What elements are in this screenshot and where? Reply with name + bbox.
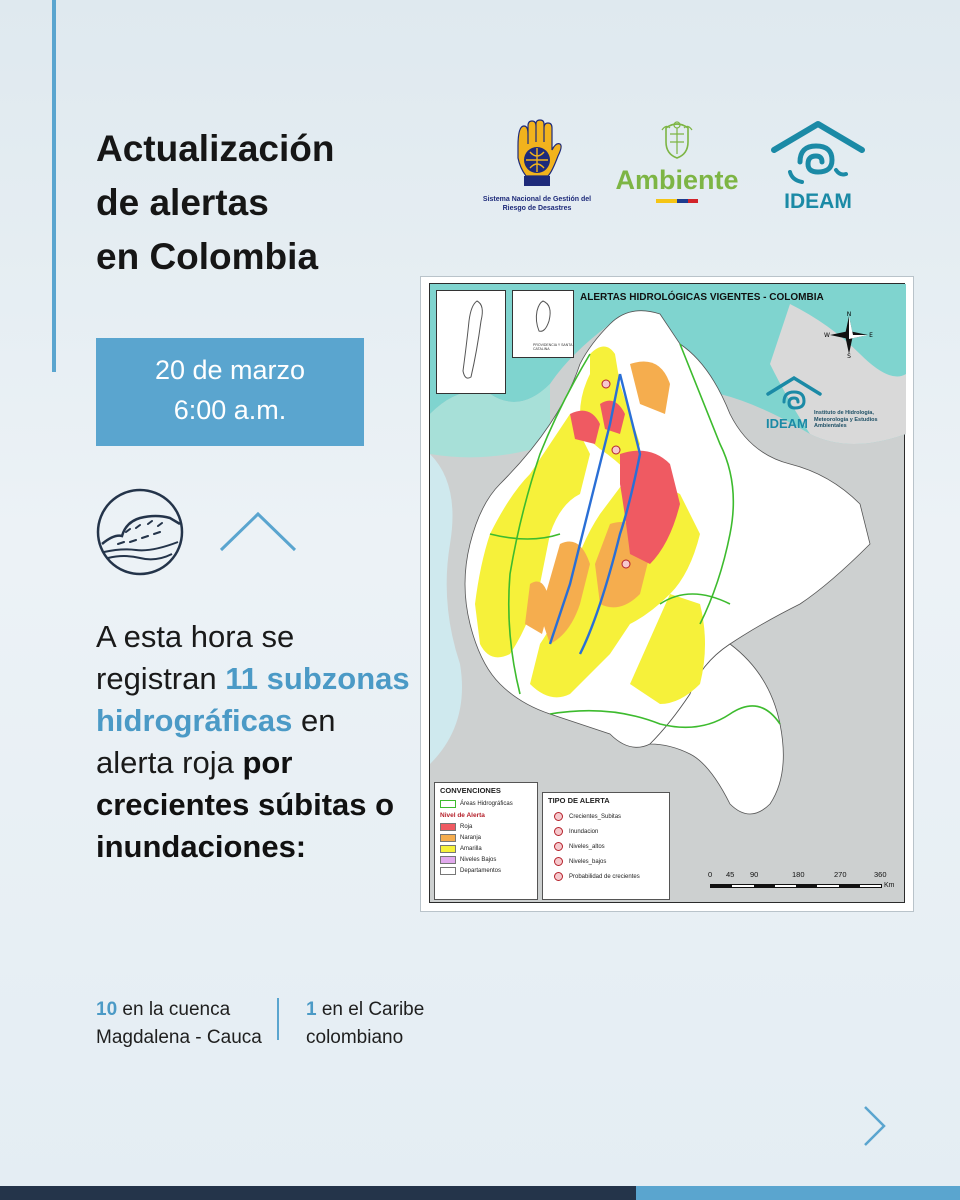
compass-s: S bbox=[847, 353, 851, 360]
body-text-3: en alerta roja bbox=[96, 703, 336, 780]
legend-label: Naranja bbox=[460, 834, 482, 841]
chevron-up-icon bbox=[218, 508, 298, 554]
scale-tick: 90 bbox=[750, 870, 759, 879]
date-line: 20 de marzo bbox=[154, 355, 306, 385]
footer-bar-dark bbox=[0, 1186, 636, 1200]
stat-label: en la cuenca Magdalena - Cauca bbox=[96, 999, 262, 1048]
scale-tick: 180 bbox=[792, 870, 805, 879]
map-ideam-desc: Instituto de Hidrología, Meteorología y Estudios Ambientales bbox=[814, 410, 878, 429]
ungrd-hand-icon bbox=[510, 120, 564, 188]
legend-label: Niveles_bajos bbox=[569, 858, 607, 865]
legend-row-crecientes bbox=[548, 809, 664, 824]
ungrd-logo bbox=[482, 120, 592, 216]
probabilidad-icon bbox=[554, 872, 563, 881]
title-line-2: de alertas bbox=[96, 182, 269, 223]
scale-bar bbox=[704, 864, 904, 900]
map-frame bbox=[429, 283, 905, 903]
compass-n: N bbox=[846, 311, 852, 318]
legend-row-roja bbox=[440, 821, 532, 832]
footer-bar-light bbox=[636, 1186, 960, 1200]
scale-tick: 45 bbox=[726, 870, 735, 879]
map-ideam-text: IDEAM bbox=[766, 416, 808, 431]
legend-row-areas bbox=[440, 798, 532, 809]
legend-row-amarilla bbox=[440, 843, 532, 854]
legend-label: Niveles Bajos bbox=[460, 856, 497, 863]
stat-magdalena-cauca bbox=[96, 996, 266, 1052]
scale-tick: 270 bbox=[834, 870, 847, 879]
legend-convenciones bbox=[434, 782, 538, 900]
accent-vertical-line bbox=[52, 0, 56, 372]
stat-number: 10 bbox=[96, 999, 118, 1020]
time-line: 6:00 a.m. bbox=[173, 395, 287, 425]
body-text-1: A esta hora se registran bbox=[96, 619, 295, 696]
flood-icon bbox=[96, 488, 184, 576]
ungrd-logo-text: Sistema Nacional de Gestión del Riesgo de Desastres bbox=[482, 196, 592, 212]
stat-label: en el Caribe colombiano bbox=[306, 999, 425, 1048]
legend-label: Amarilla bbox=[460, 845, 482, 852]
inset-label: PROVIDENCIA Y SANTA CATALINA bbox=[533, 343, 573, 351]
next-slide-arrow-icon[interactable] bbox=[862, 1104, 888, 1148]
date-badge bbox=[96, 338, 364, 446]
legend-label: Niveles_altos bbox=[569, 843, 605, 850]
providencia-island-icon bbox=[513, 291, 575, 341]
legend-label: Departamentos bbox=[460, 867, 502, 874]
title-line-1: Actualización bbox=[96, 128, 335, 169]
stat-caribe bbox=[306, 996, 476, 1052]
alert-description bbox=[96, 616, 416, 868]
title-line-3: en Colombia bbox=[96, 236, 319, 277]
compass-e: E bbox=[869, 332, 873, 339]
providencia-inset bbox=[512, 290, 574, 358]
map-ideam-logo bbox=[766, 376, 904, 440]
legend-label: Crecientes_Subitas bbox=[569, 813, 622, 820]
legend-tipo-alerta bbox=[542, 792, 670, 900]
colombia-shield-icon bbox=[660, 120, 694, 160]
alert-count: 11 bbox=[225, 661, 259, 696]
compass-w: W bbox=[824, 332, 830, 339]
legend-header: CONVENCIONES bbox=[440, 786, 501, 795]
niveles-bajos-icon bbox=[554, 857, 563, 866]
colombia-flag-stripe bbox=[656, 199, 698, 203]
stat-divider bbox=[277, 998, 279, 1040]
scale-ticks bbox=[704, 870, 904, 880]
body-text-2: subzonas hidrográficas bbox=[96, 661, 410, 738]
map-title: ALERTAS HIDROLÓGICAS VIGENTES - COLOMBIA bbox=[580, 292, 824, 303]
scale-tick: 360 bbox=[874, 870, 887, 879]
alert-map bbox=[420, 276, 914, 912]
ambiente-logo-text: Ambiente bbox=[615, 165, 739, 195]
legend-row-probabilidad bbox=[548, 869, 664, 884]
legend-label: Probabilidad de crecientes bbox=[569, 873, 640, 880]
legend-label: Inundacion bbox=[569, 828, 599, 835]
niveles-altos-icon bbox=[554, 842, 563, 851]
legend-label: Áreas Hidrográficas bbox=[460, 800, 513, 807]
legend-row-niveles-bajos bbox=[548, 854, 664, 869]
legend-label: Roja bbox=[460, 823, 473, 830]
legend-row-inundacion bbox=[548, 824, 664, 839]
legend-subheader: Nivel de Alerta bbox=[440, 812, 485, 819]
legend-row-departamentos bbox=[440, 865, 532, 876]
crecientes-icon bbox=[554, 812, 563, 821]
ideam-wave-icon bbox=[770, 120, 866, 186]
scale-bar-segments bbox=[710, 884, 882, 888]
inundacion-icon bbox=[554, 827, 563, 836]
ideam-logo-text: IDEAM bbox=[784, 190, 852, 213]
page-title bbox=[96, 122, 416, 284]
legend-header: TIPO DE ALERTA bbox=[548, 796, 610, 805]
scale-tick: 0 bbox=[708, 870, 713, 879]
compass-rose-icon bbox=[826, 312, 872, 358]
ambiente-logo bbox=[606, 120, 748, 216]
ideam-logo bbox=[770, 120, 866, 216]
san-andres-inset bbox=[436, 290, 506, 394]
legend-row-naranja bbox=[440, 832, 532, 843]
legend-row-niveles-bajos bbox=[440, 854, 532, 865]
scale-unit: Km bbox=[884, 882, 895, 889]
legend-row-niveles-altos bbox=[548, 839, 664, 854]
san-andres-island-icon bbox=[437, 291, 507, 395]
body-text-4: por crecientes súbitas o inundaciones: bbox=[96, 745, 395, 864]
stat-number: 1 bbox=[306, 999, 317, 1020]
